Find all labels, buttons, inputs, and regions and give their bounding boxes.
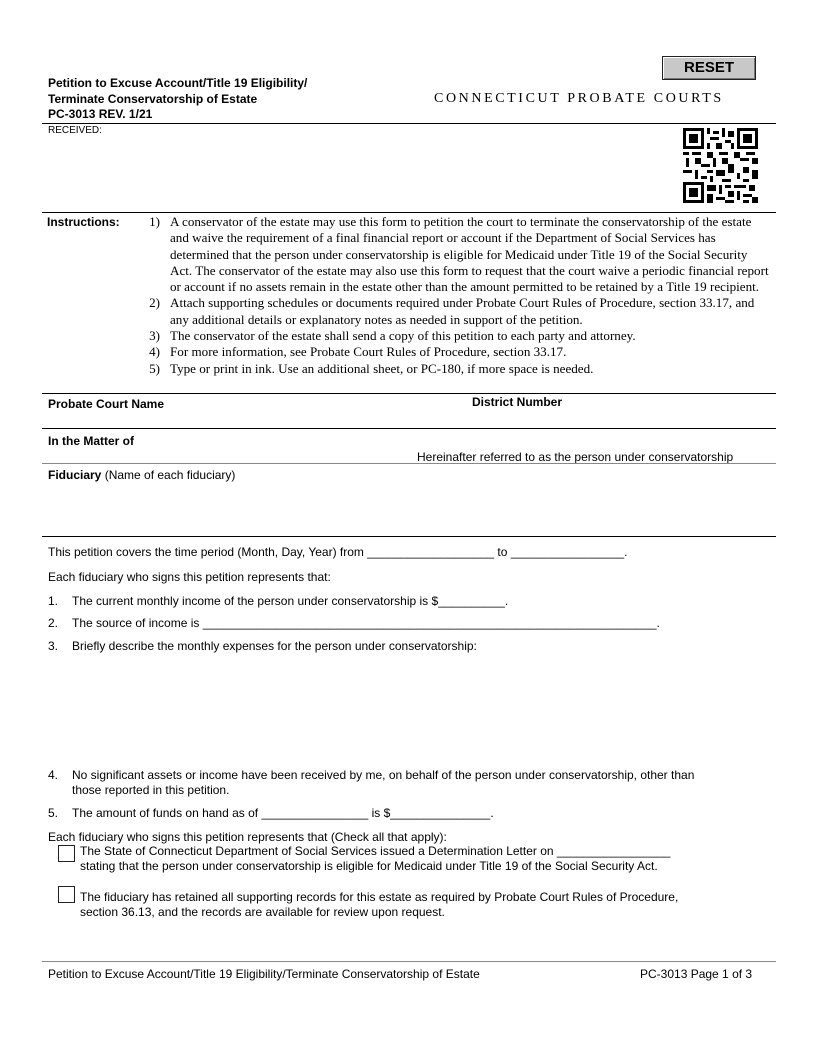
fiduciary-label: Fiduciary [48,468,102,482]
petition-item-4-continuation: those reported in this petition. [72,783,230,797]
reset-button[interactable]: RESET [662,56,756,80]
determination-letter-option: The State of Connecticut Department of Social Services issued a Determination Letter on _________________ stating that the person under conservatorship is eligible for Medicaid under Title 19 of the Social Security Act. [80,844,671,873]
form-title [48,76,307,123]
instruction-item: 5) Type or print in ink. Use an additional sheet, or PC-180, if more space is needed. [149,360,594,376]
fiduciary-label-group [48,468,235,482]
matter-divider [42,463,776,464]
form-number: PC-3013 REV. 1/21 [48,107,153,121]
probate-court-name-label: Probate Court Name [48,397,165,411]
person-under-conservatorship-note: Hereinafter referred to as the person under conservatorship [417,450,734,464]
district-number-label: District Number [472,395,563,409]
check-intro-text: Each fiduciary who signs this petition represents that (Check all that apply): [48,830,447,844]
header-divider [42,123,776,124]
instructions-label: Instructions: [47,215,120,229]
footer-page-number: PC-3013 Page 1 of 3 [640,967,753,981]
form-title-line1: Petition to Excuse Account/Title 19 Eligibility/ [48,76,308,90]
footer-title: Petition to Excuse Account/Title 19 Eligibility/Terminate Conservatorship of Estate [48,967,480,981]
in-the-matter-of-label: In the Matter of [48,434,134,448]
records-retained-checkbox[interactable] [58,886,75,903]
determination-letter-checkbox[interactable] [58,845,75,862]
court-divider [42,428,776,429]
instruction-item: 1) A conservator of the estate may use this form to petition the court to terminate the conservatorship of the estate and waive the requirement of a final financial report or account if the Department of Social Services has determined that the person under conservatorship is eligible for Medicaid under Title 19 of the Social Security Act. The conservator of the estate may also use this form to request that the court waive a periodic financial report or account if no assets remain in the estate other than the amount permitted to be retained by a Title 19 recipient. [149,214,769,295]
qr-code-icon [683,128,758,206]
footer-divider [42,961,776,962]
instruction-item: 4) For more information, see Probate Court Rules of Procedure, section 33.17. [149,344,567,360]
received-label: RECEIVED: [48,125,102,136]
instruction-item: 3) The conservator of the estate shall send a copy of this petition to each party and attorney. [149,328,636,344]
fiduciary-hint: (Name of each fiduciary) [104,468,236,482]
instructions-top-divider [42,212,776,213]
instruction-item: 2) Attach supporting schedules or documents required under Probate Court Rules of Procedure, section 33.17, and any additional details or explanatory notes as needed in support of the petition. [149,295,755,327]
instructions-list [140,214,772,377]
form-title-line2: Terminate Conservatorship of Estate [48,91,258,106]
petition-period-text: This petition covers the time period (Month, Day, Year) from ___________________ to _________________. [48,545,628,559]
fiduciary-divider [42,536,776,537]
court-banner: CONNECTICUT PROBATE COURTS [434,91,724,106]
represents-text: Each fiduciary who signs this petition represents that: [48,570,331,584]
records-retained-option: The fiduciary has retained all supporting records for this estate as required by Probate Court Rules of Procedure, section 36.13, and the records are available for review upon request. [80,890,679,919]
instructions-bottom-divider [42,393,776,394]
